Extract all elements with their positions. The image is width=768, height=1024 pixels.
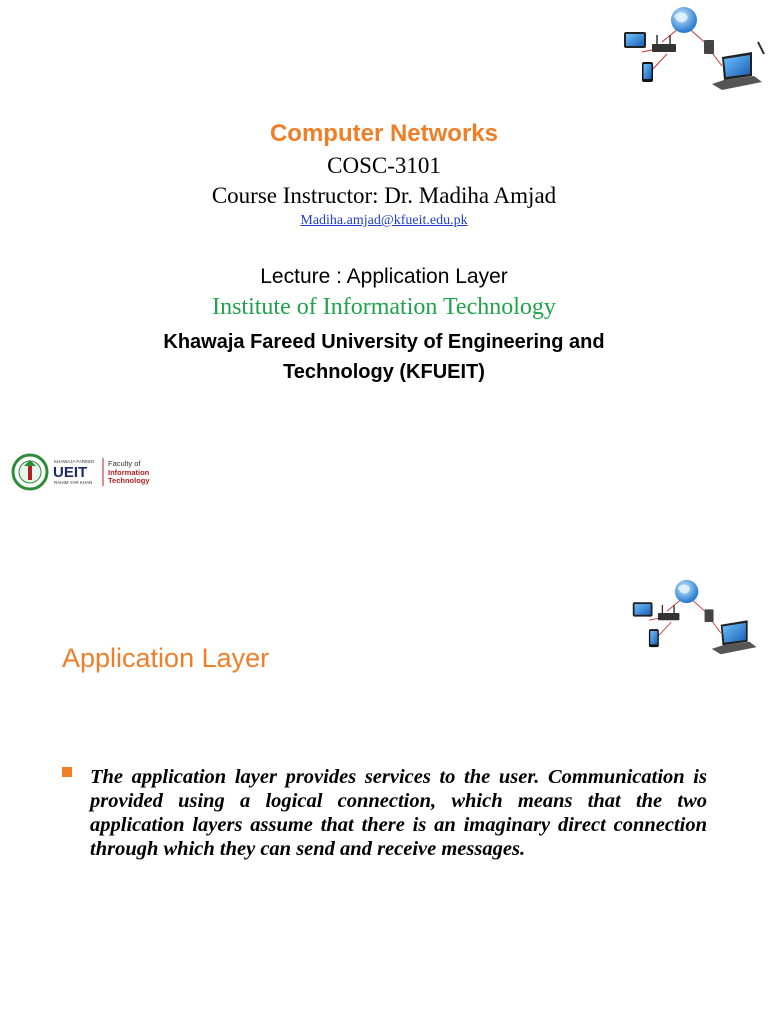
university-name-line-1: Khawaja Fareed University of Engineering and xyxy=(163,331,605,353)
logo-small-top: KHAWAJA FAREED xyxy=(54,459,95,464)
instructor-email-link[interactable]: Madiha.amjad@kfueit.edu.pk xyxy=(300,213,468,228)
course-title: Computer Networks xyxy=(269,120,499,147)
course-code: COSC-3101 xyxy=(327,153,441,178)
network-devices-graphic xyxy=(612,2,768,106)
university-logo xyxy=(10,452,162,492)
logo-faculty-of: Faculty of xyxy=(108,459,141,468)
university-name-line-2: Technology (KFUEIT) xyxy=(283,361,485,383)
logo-faculty-line-2: Technology xyxy=(108,476,150,485)
logo-faculty-line-1: Information xyxy=(108,468,150,477)
institute-name: Institute of Information Technology xyxy=(212,294,556,320)
square-bullet-icon xyxy=(62,767,72,777)
section-heading: Application Layer xyxy=(62,643,270,673)
logo-acronym: UEIT xyxy=(53,464,88,481)
lecture-title: Lecture : Application Layer xyxy=(260,265,508,288)
logo-small-bottom: RAHIM YAR KHAN xyxy=(54,480,93,485)
course-instructor: Course Instructor: Dr. Madiha Amjad xyxy=(211,183,557,208)
network-devices-graphic xyxy=(622,574,762,670)
university-name xyxy=(0,327,768,387)
bullet-paragraph: The application layer provides services to the user. Communication is provided using a logical connection, which means that the two application layers assume that there is an imaginary direct connection through which they can send and receive messages. xyxy=(90,766,707,860)
